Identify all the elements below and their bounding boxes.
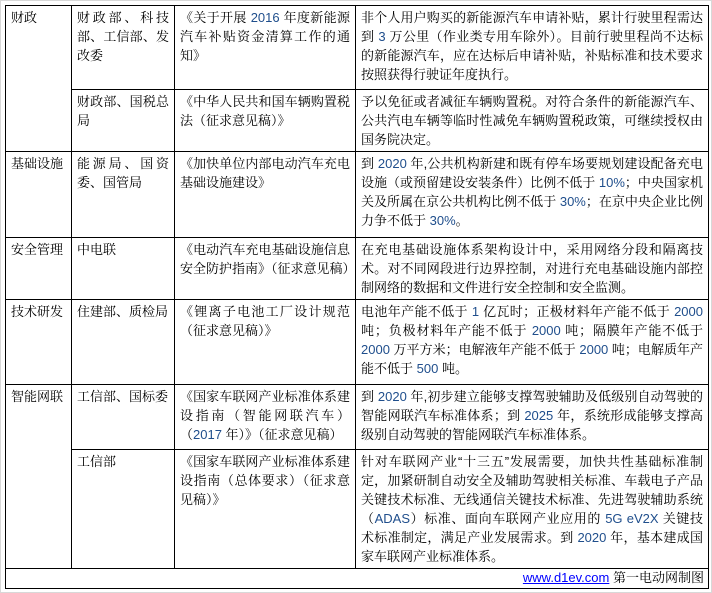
category-cell-rnd: 技术研发: [6, 300, 72, 385]
footer-cell: [6, 569, 709, 589]
document-cell: 《中华人民共和国车辆购置税法（征求意见稿）》: [175, 90, 356, 152]
policy-table: [5, 5, 709, 589]
document-cell: 《电动汽车充电基础设施信息安全防护指南》（征求意见稿）: [175, 238, 356, 300]
document-cell: 《关于开展 2016 年度新能源汽车补贴资金清算工作的通知》: [175, 6, 356, 90]
source-credit: 第一电动网制图: [612, 570, 704, 585]
source-link[interactable]: www.d1ev.com: [522, 570, 610, 585]
category-cell-safety: 安全管理: [6, 238, 72, 300]
category-cell-infrastructure: 基础设施: [6, 152, 72, 238]
detail-cell: 非个人用户购买的新能源汽车申请补贴，累计行驶里程需达到 3 万公里（作业类专用车除外）。目前行驶里程尚不达标的新能源汽车，应在达标后申请补贴，补贴标准和技术要求按照获得行驶证年度执行。: [356, 6, 709, 90]
detail-cell: 到 2020 年,初步建立能够支撑驾驶辅助及低级别自动驾驶的智能网联汽车标准体系；到 2025 年，系统形成能够支撑高级别自动驾驶的智能网联汽车标准体系。: [356, 385, 709, 450]
table-row: [6, 300, 709, 385]
department-cell: 住建部、质检局: [72, 300, 175, 385]
document-cell: 《加快单位内部电动汽车充电基础设施建设》: [175, 152, 356, 238]
document-cell: 《国家车联网产业标准体系建设指南（智能网联汽车）（2017 年）》（征求意见稿）: [175, 385, 356, 450]
detail-cell: 到 2020 年,公共机构新建和既有停车场要规划建设配备充电设施（或预留建设安装条件）比例不低于 10%；中央国家机关及所属在京公共机构比例不低于 30%；在京中央企业比例力争不低于 30%。: [356, 152, 709, 238]
category-cell-finance: 财政: [6, 6, 72, 152]
department-cell: 财政部、科技部、工信部、发改委: [72, 6, 175, 90]
detail-cell: 电池年产能不低于 1 亿瓦时；正极材料年产能不低于 2000 吨；负极材料年产能不低于 2000 吨；隔膜年产能不低于 2000 万平方米；电解液年产能不低于 2000 吨；电解质年产能不低于 500 吨。: [356, 300, 709, 385]
department-cell: 财政部、国税总局: [72, 90, 175, 152]
detail-cell: 予以免征或者减征车辆购置税。对符合条件的新能源汽车、公共汽电车辆等临时性减免车辆购置税政策，可继续授权由国务院决定。: [356, 90, 709, 152]
department-cell: 工信部: [72, 450, 175, 569]
department-cell: 工信部、国标委: [72, 385, 175, 450]
table-row: [6, 385, 709, 450]
footer-row: [6, 569, 709, 589]
department-cell: 中电联: [72, 238, 175, 300]
table-row: [6, 6, 709, 90]
table-row: [6, 90, 709, 152]
document-cell: 《锂离子电池工厂设计规范（征求意见稿）》: [175, 300, 356, 385]
table-row: [6, 238, 709, 300]
department-cell: 能源局、国资委、国管局: [72, 152, 175, 238]
table-row: [6, 152, 709, 238]
table-row: [6, 450, 709, 569]
detail-cell: 在充电基础设施体系架构设计中，采用网络分段和隔离技术。对不同网段进行边界控制，对进行充电基础设施内部控制网络的数据和文件进行安全控制和安全监测。: [356, 238, 709, 300]
detail-cell: 针对车联网产业“十三五”发展需要，加快共性基础标准制定，加紧研制自动安全及辅助驾驶相关标准、车载电子产品关键技术标准、无线通信关键技术标准、先进驾驶辅助系统（ADAS）标准、面向车联网产业应用的 5G eV2X 关键技术标准制定，满足产业发展需求。到 2020 年，基本建成国家车联网产业标准体系。: [356, 450, 709, 569]
document-cell: 《国家车联网产业标准体系建设指南（总体要求）（征求意见稿）》: [175, 450, 356, 569]
category-cell-icv: 智能网联: [6, 385, 72, 569]
